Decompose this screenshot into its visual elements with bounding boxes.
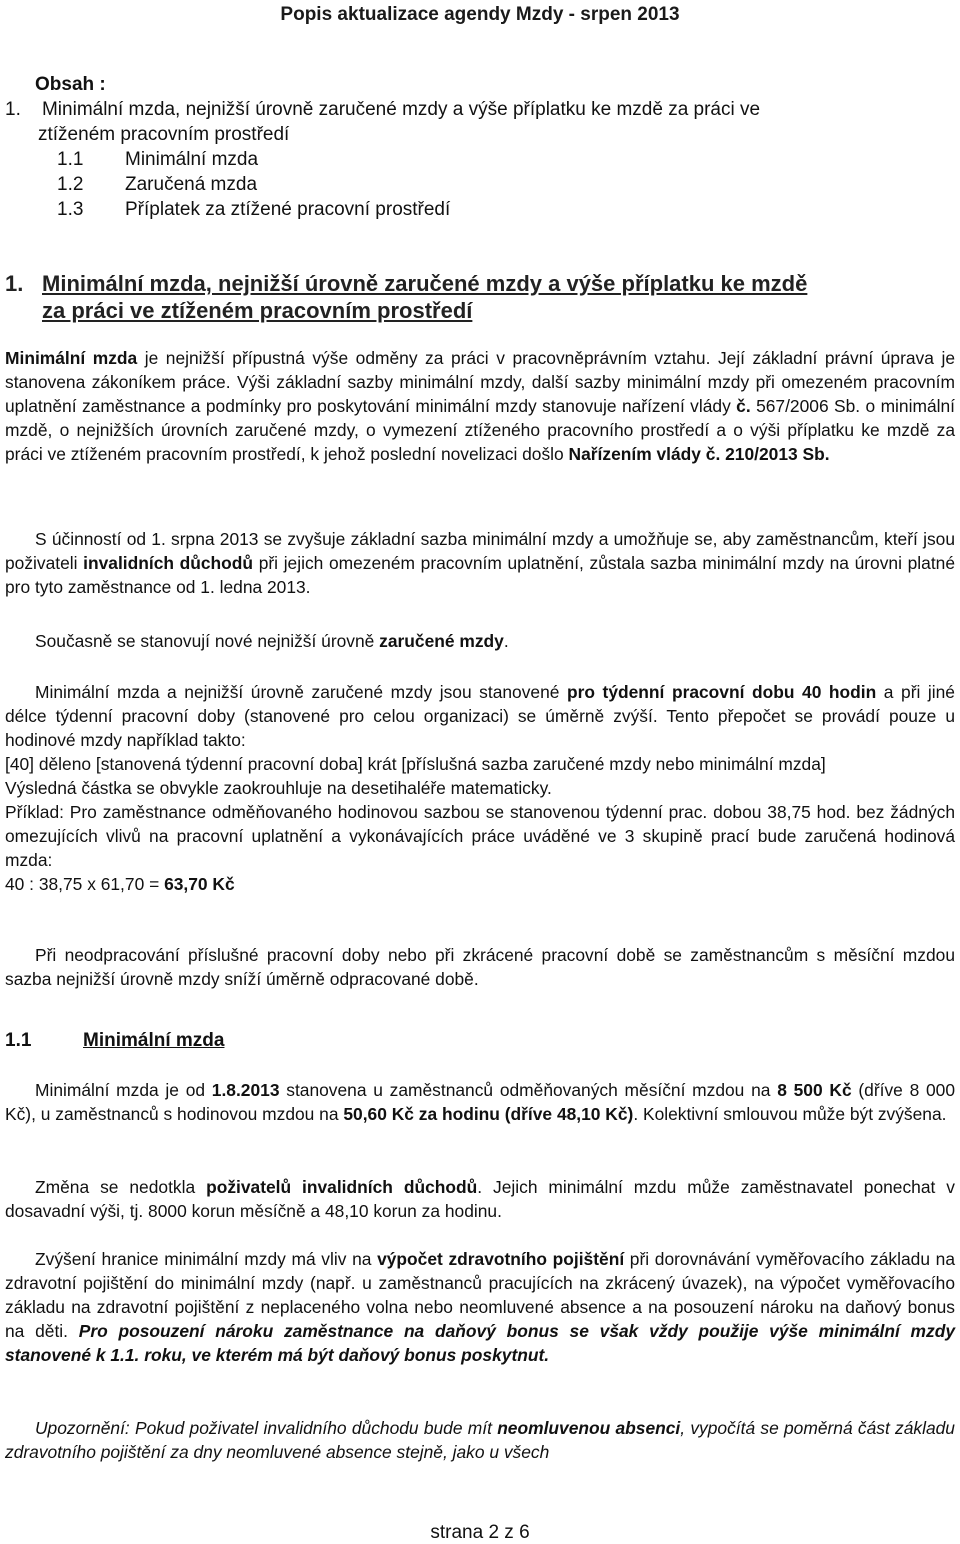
paragraph-weekly-hours: Minimální mzda a nejnižší úrovně zaručené mzdy jsou stanovené pro týdenní pracovní dobu 40 hodin a při jiné délce týdenní pracovní doby (stanovené pro celou organizaci) se úměrně zvýší. Tento přepočet se provádí pouze u hodinové mzdy například takto: [40] děleno [stanovená týdenní pracovní doba] krát [příslušná sazba zaručené mzdy nebo minimální mzda] Výsledná částka se obvykle zaokrouhluje na desetihaléře matematicky. Příklad: Pro zaměstnance odměňovaného hodinovou sazbou se stanovenou týdenní prac. dobou 38,75 hod. bez žádných omezujících vlivů na pracovní uplatnění a vykonávajících práce uváděné ve 3 skupině prací bude zaručená hodinová mzda: 40 : 38,75 x 61,70 = 63,70 Kč bbox=[5, 682, 955, 894]
table-of-contents bbox=[5, 72, 760, 222]
example-result: 63,70 Kč bbox=[164, 874, 235, 894]
paragraph-disability-pensioners: Změna se nedotkla poživatelů invalidních důchodů. Jejich minimální mzdu může zaměstnavatel ponechat v dosavadní výši, tj. 8000 korun měsíčně a 48,10 korun za hodinu. bbox=[5, 1177, 955, 1221]
paragraph-health-insurance: Zvýšení hranice minimální mzdy má vliv na výpočet zdravotního pojištění při dorovnávání vyměřovacího základu na zdravotní pojištění do minimální mzdy (např. u zaměstnanců pracujících na zkrácený úvazek), na výpočet vyměřovacího základu na zdravotní pojištění z neplaceného volna nebo neomluvené absence a na posouzení nároku na daňový bonus na děti. Pro posouzení nároku zaměstnance na daňový bonus se však vždy použije výše minimální mzdy stanovené k 1.1. roku, ve kterém má být daňový bonus poskytnut. bbox=[5, 1249, 955, 1365]
toc-item-1-num: 1. bbox=[5, 99, 21, 120]
section-1-1-title: Minimální mzda bbox=[83, 1030, 225, 1051]
toc-item-1-text: Minimální mzda, nejnižší úrovně zaručené mzdy a výše příplatku ke mzdě za práci ve bbox=[41, 99, 761, 120]
toc-item-1 bbox=[5, 97, 760, 122]
paragraph-reduced-hours: Při neodpracování příslušné pracovní doby nebo při zkrácené pracovní době se zaměstnancům s měsíční mzdou sazba nejnižší úrovně mzdy sníží úměrně odpracované době. bbox=[5, 945, 955, 989]
toc-subitem: 1.1 Minimální mzda bbox=[57, 149, 259, 170]
toc-subitem: 1.2 Zaručená mzda bbox=[57, 174, 258, 195]
section-1-1-heading bbox=[5, 1030, 224, 1052]
section-1-number: 1. bbox=[5, 271, 24, 296]
paragraph-guaranteed-wage: Současně se stanovují nové nejnižší úrovně zaručené mzdy. bbox=[35, 631, 509, 651]
section-1-title-line2: za práci ve ztíženém pracovním prostředí bbox=[42, 298, 473, 323]
toc-subitem: 1.3 Příplatek za ztížené pracovní prostředí bbox=[57, 199, 451, 220]
toc-item-1-cont: ztíženém pracovním prostředí bbox=[38, 124, 290, 145]
section-1-title-line1: Minimální mzda, nejnižší úrovně zaručené mzdy a výše příplatku ke mzdě bbox=[42, 271, 808, 296]
paragraph-warning: Upozornění: Pokud poživatel invalidního důchodu bude mít neomluvenou absenci, vypočítá se poměrná část základu zdravotního pojištění za dny neomluvené absence stejně, jako u všech bbox=[5, 1418, 955, 1462]
page-header: Popis aktualizace agendy Mzdy - srpen 2013 bbox=[280, 4, 680, 25]
section-1-1-number: 1.1 bbox=[5, 1030, 32, 1051]
paragraph-effective-date: S účinností od 1. srpna 2013 se zvyšuje základní sazba minimální mzdy a umožňuje se, aby zaměstnancům, kteří jsou poživateli invalidních důchodů při jejich omezeném pracovním uplatnění, zůstala sazba minimální mzdy na úrovni platné pro tyto zaměstnance od 1. ledna 2013. bbox=[5, 529, 955, 597]
paragraph-minimum-wage-intro: Minimální mzda je nejnižší přípustná výše odměny za práci v pracovněprávním vztahu. Její základní právní úprava je stanovena zákoníkem práce. Výši základní sazby minimální mzdy, další sazby minimální mzdy při omezeném pracovním uplatnění zaměstnance a podmínky pro poskytování minimální mzdy stanovuje nařízení vlády č. 567/2006 Sb. o minimální mzdě, o nejnižších úrovních zaručené mzdy, o vymezení ztíženého pracovního prostředí a o výši příplatku ke mzdě za práci ve ztíženém pracovním prostředí, k jehož poslední novelizaci došlo Nařízením vlády č. 210/2013 Sb. bbox=[5, 348, 955, 464]
page-number: strana 2 z 6 bbox=[430, 1522, 530, 1543]
toc-label: Obsah : bbox=[35, 74, 106, 95]
section-1-heading bbox=[5, 270, 955, 324]
paragraph-minimum-wage-amounts: Minimální mzda je od 1.8.2013 stanovena u zaměstnanců odměňovaných měsíční mzdou na 8 500 Kč (dříve 8 000 Kč), u zaměstnanců s hodinovou mzdou na 50,60 Kč za hodinu (dříve 48,10 Kč). Kolektivní smlouvou může být zvýšena. bbox=[5, 1080, 955, 1124]
